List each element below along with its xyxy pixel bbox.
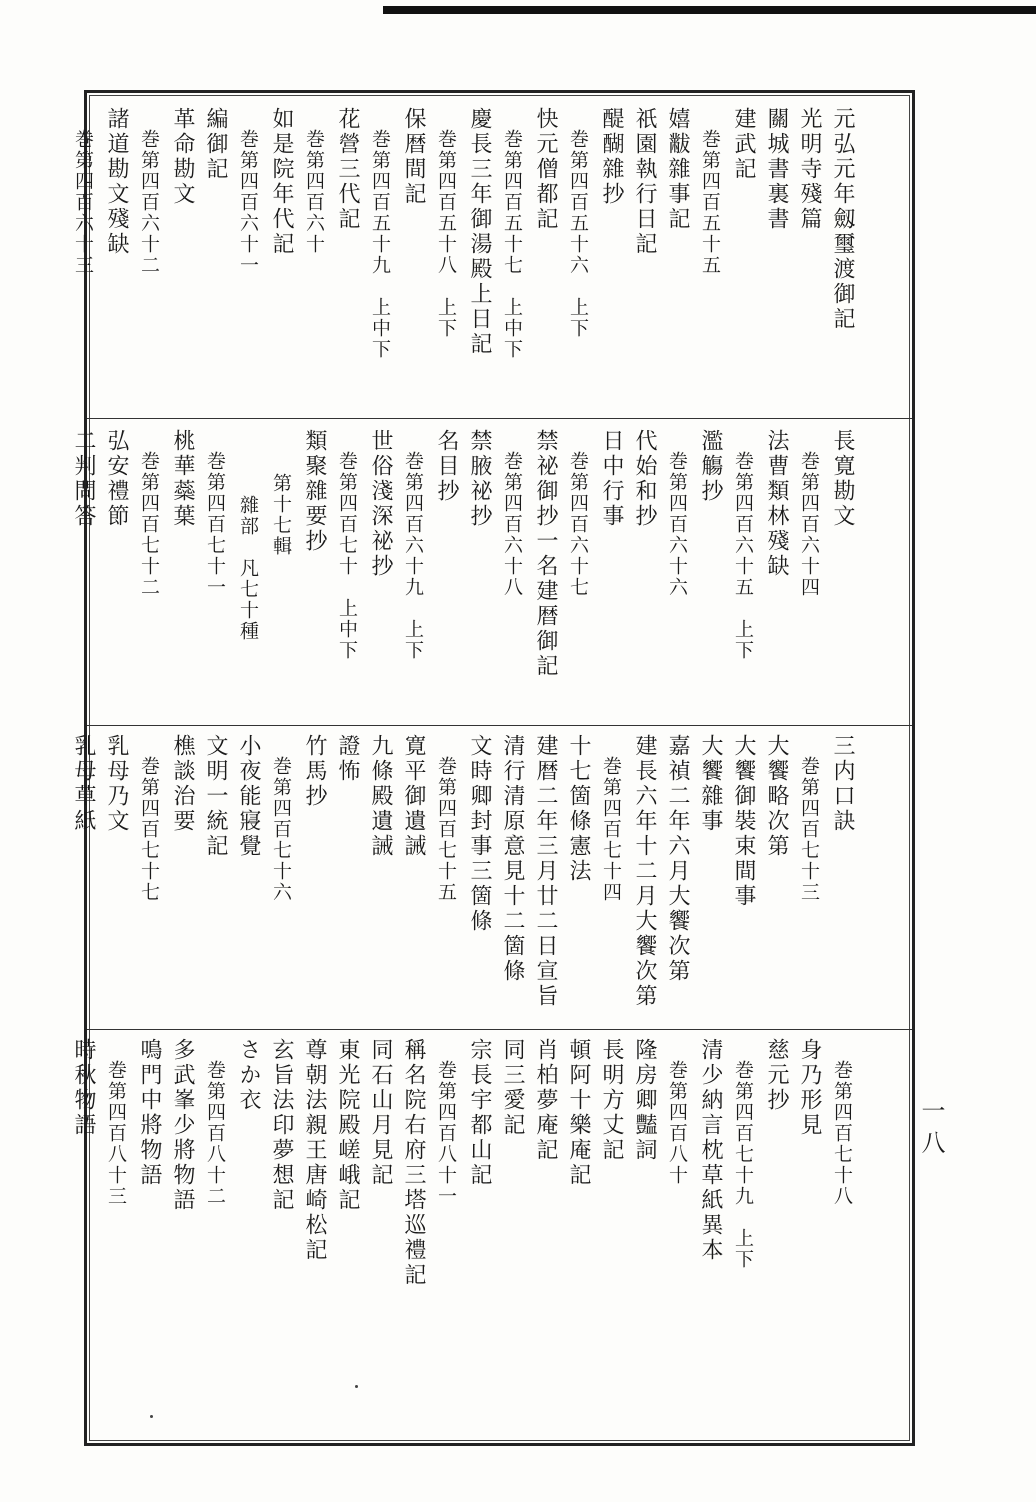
title-entry: 小夜能寢覺 [236,734,261,859]
column [231,107,265,407]
column [561,1038,595,1338]
title-entry: 樵談治要 [170,734,195,834]
title-entry: 乳母乃文 [104,734,129,834]
title-entry: 如是院年代記 [269,107,294,257]
column [231,734,265,1034]
column [561,429,595,729]
column [363,107,397,407]
title-entry: さか衣 [236,1038,261,1113]
column [627,429,661,729]
title-entry: 十七箇條憲法 [566,734,591,884]
column [495,429,529,729]
column [297,1038,331,1338]
column [594,107,628,407]
volume-heading: 巻第四百八十二 [204,1060,226,1207]
title-entry: 玄旨法印夢想記 [269,1038,294,1213]
title-entry: 保暦間記 [401,107,426,207]
title-entry: 清行清原意見十二箇條 [500,734,525,984]
column [264,429,298,729]
volume-heading: 巻第四百五十八 上下 [435,129,457,339]
volume-heading: 巻第四百六十八 [501,451,523,598]
table-of-contents-frame [71,90,915,1446]
title-entry: 祇園執行日記 [632,107,657,257]
column [363,1038,397,1338]
title-entry: 光明寺殘篇 [797,107,822,232]
volume-heading: 巻第四百五十七 上中下 [501,129,523,360]
volume-heading: 雜部 凡七十種 [237,495,259,642]
volume-heading: 巻第四百七十一 [204,451,226,598]
column [660,1038,694,1338]
title-entry: 尊朝法親王唐崎松記 [302,1038,327,1263]
column [66,429,100,729]
volume-heading: 第十七輯 [270,473,292,557]
volume-heading: 巻第四百七十四 [600,756,622,903]
title-entry: 二判問答 [71,429,96,529]
column [726,429,760,729]
title-entry: 醍醐雜抄 [599,107,624,207]
volume-heading: 巻第四百七十 上中下 [336,451,358,661]
column [132,734,166,1034]
volume-heading: 巻第四百五十五 [699,129,721,276]
column [132,107,166,407]
title-entry: 清少納言枕草紙異本 [698,1038,723,1263]
column [660,429,694,729]
column [792,107,826,407]
title-entry: 三内口訣 [830,734,855,834]
title-entry: 大饗略次第 [764,734,789,859]
column [297,107,331,407]
title-entry: 隆房卿豔詞 [632,1038,657,1163]
title-entry: 法曹類林殘缺 [764,429,789,579]
column [660,107,694,407]
column [396,107,430,407]
column [462,734,496,1034]
column [132,1038,166,1338]
title-entry: 長明方丈記 [599,1038,624,1163]
title-entry: 宗長宇都山記 [467,1038,492,1188]
column [165,734,199,1034]
column [726,107,760,407]
title-entry: 乳母草紙 [71,734,96,834]
column [231,429,265,729]
scan-speck [355,1385,358,1388]
column [330,734,364,1034]
scan-speck [150,1415,153,1418]
column [363,734,397,1034]
column [396,734,430,1034]
title-entry: 關城書裏書 [764,107,789,232]
title-entry: 日中行事 [599,429,624,529]
column [99,107,133,407]
column [561,107,595,407]
column [330,429,364,729]
column [759,734,793,1034]
volume-heading: 巻第四百六十六 [666,451,688,598]
title-entry: 時秋物語 [71,1038,96,1138]
title-entry: 建武記 [731,107,756,182]
column [297,734,331,1034]
volume-heading: 巻第四百七十七 [138,756,160,903]
band-4 [71,1038,912,1338]
column [165,429,199,729]
column [726,1038,760,1338]
title-entry: 大饗御裝束間事 [731,734,756,909]
title-entry: 鳴門中將物語 [137,1038,162,1188]
title-entry: 同三愛記 [500,1038,525,1138]
title-entry: 名目抄 [434,429,459,504]
column [825,1038,859,1338]
volume-heading: 巻第四百五十六 上下 [567,129,589,339]
column [462,1038,496,1338]
volume-heading: 巻第四百六十二 [138,129,160,276]
title-entry: 世俗淺深祕抄 [368,429,393,579]
column [726,734,760,1034]
column [165,107,199,407]
column [330,1038,364,1338]
title-entry: 長寛勘文 [830,429,855,529]
volume-heading: 巻第四百六十三 [72,129,94,276]
column [462,107,496,407]
title-entry: 編御記 [203,107,228,182]
title-entry: 稱名院右府三塔巡禮記 [401,1038,426,1288]
column [693,107,727,407]
column [99,734,133,1034]
column [594,429,628,729]
column [825,429,859,729]
title-entry: 類聚雜要抄 [302,429,327,554]
volume-heading: 巻第四百七十八 [831,1060,853,1207]
volume-heading: 巻第四百六十四 [798,451,820,598]
band-3 [71,734,912,1034]
title-entry: 諸道勘文殘缺 [104,107,129,257]
title-entry: 寛平御遺誡 [401,734,426,859]
column [264,1038,298,1338]
column [231,1038,265,1338]
title-entry: 慶長三年御湯殿上日記 [467,107,492,357]
column [495,107,529,407]
column [825,107,859,407]
column [792,734,826,1034]
band-divider [87,418,912,419]
volume-heading: 巻第四百七十二 [138,451,160,598]
column [396,1038,430,1338]
column [825,734,859,1034]
volume-heading: 巻第四百七十三 [798,756,820,903]
column [297,429,331,729]
title-entry: 弘安禮節 [104,429,129,529]
title-entry: 文明一統記 [203,734,228,859]
volume-heading: 巻第四百五十九 上中下 [369,129,391,360]
column [627,107,661,407]
title-entry: 建暦二年三月廿二日宣旨 [533,734,558,1009]
title-entry: 嘉禎二年六月大饗次第 [665,734,690,984]
column [693,1038,727,1338]
volume-heading: 巻第四百七十九 上下 [732,1060,754,1270]
column [495,1038,529,1338]
volume-heading: 巻第四百七十六 [270,756,292,903]
column [693,734,727,1034]
column [66,107,100,407]
column [495,734,529,1034]
column [462,429,496,729]
column [792,1038,826,1338]
title-entry: 禁祕御抄一名建暦御記 [533,429,558,679]
title-entry: 快元僧都記 [533,107,558,232]
title-entry: 革命勘文 [170,107,195,207]
column [561,734,595,1034]
band-2 [71,429,912,729]
column [429,1038,463,1338]
title-entry: 建長六年十二月大饗次第 [632,734,657,1009]
title-entry: 元弘元年劔璽渡御記 [830,107,855,332]
column [759,107,793,407]
column [792,429,826,729]
column [759,429,793,729]
volume-heading: 巻第四百六十五 上下 [732,451,754,661]
title-entry: 頓阿十樂庵記 [566,1038,591,1188]
column [330,107,364,407]
title-entry: 同石山月見記 [368,1038,393,1188]
title-entry: 東光院殿嵯峨記 [335,1038,360,1213]
page-number: 一八 [917,1098,945,1162]
volume-heading: 巻第四百八十一 [435,1060,457,1207]
column [429,734,463,1034]
column [363,429,397,729]
column [660,734,694,1034]
column [198,1038,232,1338]
column [528,107,562,407]
column [528,1038,562,1338]
title-entry: 九條殿遺誡 [368,734,393,859]
top-edge-bar [383,6,1036,14]
column [627,734,661,1034]
column [99,1038,133,1338]
column [594,1038,628,1338]
title-entry: 慈元抄 [764,1038,789,1113]
column [759,1038,793,1338]
column [165,1038,199,1338]
title-entry: 身乃形見 [797,1038,822,1138]
column [132,429,166,729]
column [396,429,430,729]
title-entry: 花營三代記 [335,107,360,232]
column [528,429,562,729]
volume-heading: 巻第四百八十 [666,1060,688,1186]
column [429,107,463,407]
title-entry: 濫觴抄 [698,429,723,504]
column [264,107,298,407]
title-entry: 肖柏夢庵記 [533,1038,558,1163]
column [198,107,232,407]
column [528,734,562,1034]
column [264,734,298,1034]
column [594,734,628,1034]
title-entry: 嬉黻雜事記 [665,107,690,232]
volume-heading: 巻第四百六十九 上下 [402,451,424,661]
volume-heading: 巻第四百六十 [303,129,325,255]
volume-heading: 巻第四百六十七 [567,451,589,598]
volume-heading: 巻第四百七十五 [435,756,457,903]
volume-heading: 巻第四百八十三 [105,1060,127,1207]
column [198,429,232,729]
title-entry: 竹馬抄 [302,734,327,809]
title-entry: 文時卿封事三箇條 [467,734,492,934]
title-entry: 禁腋祕抄 [467,429,492,529]
band-1 [72,107,912,407]
column [66,1038,100,1338]
column [66,734,100,1034]
title-entry: 證怖 [335,734,360,784]
title-entry: 桃華蘂葉 [170,429,195,529]
title-entry: 代始和抄 [632,429,657,529]
title-entry: 多武峯少將物語 [170,1038,195,1213]
column [99,429,133,729]
column [198,734,232,1034]
volume-heading: 巻第四百六十一 [237,129,259,276]
column [693,429,727,729]
title-entry: 大饗雜事 [698,734,723,834]
column [627,1038,661,1338]
column [429,429,463,729]
